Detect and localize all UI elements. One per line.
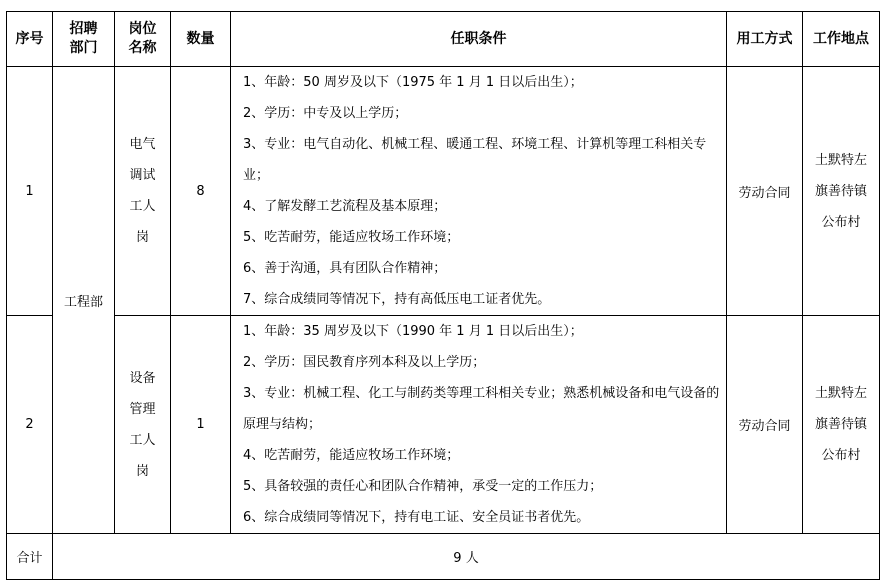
requirements-cell xyxy=(231,316,727,534)
header-location: 工作地点 xyxy=(803,12,880,67)
requirement-item: 4、了解发酵工艺流程及基本原理； xyxy=(243,199,447,214)
post-cell xyxy=(115,67,171,316)
department-cell: 工程部 xyxy=(53,67,115,534)
recruitment-table xyxy=(6,11,880,580)
requirement-item: 4、吃苦耐劳，能适应牧场工作环境； xyxy=(243,448,460,463)
requirement-item: 5、吃苦耐劳，能适应牧场工作环境； xyxy=(243,230,460,245)
location-cell xyxy=(803,67,880,316)
total-row xyxy=(7,534,880,580)
post-cell xyxy=(115,316,171,534)
location-cell xyxy=(803,316,880,534)
location-text: 土默特左旗善待镇公布村 xyxy=(814,386,867,463)
header-count: 数量 xyxy=(171,12,231,67)
header-row xyxy=(7,12,880,67)
header-department-line1: 招聘 xyxy=(69,21,98,37)
employment-cell: 劳动合同 xyxy=(727,67,803,316)
header-department xyxy=(53,12,115,67)
requirements-cell xyxy=(231,67,727,316)
header-post xyxy=(115,12,171,67)
requirement-item: 2、学历：国民教育序列本科及以上学历； xyxy=(243,355,486,370)
requirement-item: 5、具备较强的责任心和团队合作精神，承受一定的工作压力； xyxy=(243,479,603,494)
requirement-item: 2、学历：中专及以上学历； xyxy=(243,106,408,121)
total-value: 9 人 xyxy=(53,534,880,580)
requirement-item: 6、综合成绩同等情况下，持有电工证、安全员证书者优先。 xyxy=(243,510,590,525)
total-label: 合计 xyxy=(7,534,53,580)
row-seq: 1 xyxy=(7,67,53,316)
requirement-item: 3、专业：机械工程、化工与制药类等理工科相关专业；熟悉机械设备和电气设备的原理与结构； xyxy=(243,386,720,432)
count-cell: 8 xyxy=(171,67,231,316)
table-row xyxy=(7,67,880,316)
requirement-item: 1、年龄：50 周岁及以下（1975 年 1 月 1 日以后出生）； xyxy=(243,75,583,90)
employment-cell: 劳动合同 xyxy=(727,316,803,534)
header-post-line2: 名称 xyxy=(128,40,157,56)
post-name: 电气调试工人岗 xyxy=(129,137,156,245)
post-name: 设备管理工人岗 xyxy=(129,370,156,479)
requirement-item: 3、专业：电气自动化、机械工程、暖通工程、环境工程、计算机等理工科相关专业； xyxy=(243,137,707,183)
header-employment: 用工方式 xyxy=(727,12,803,67)
requirement-item: 6、善于沟通，具有团队合作精神； xyxy=(243,261,447,276)
header-seq: 序号 xyxy=(7,12,53,67)
header-department-line2: 部门 xyxy=(69,40,98,56)
header-post-line1: 岗位 xyxy=(128,21,157,37)
row-seq: 2 xyxy=(7,316,53,534)
header-requirements: 任职条件 xyxy=(231,12,727,67)
location-text: 土默特左旗善待镇公布村 xyxy=(814,152,867,230)
count-cell: 1 xyxy=(171,316,231,534)
table-row xyxy=(7,316,880,534)
requirement-item: 1、年龄：35 周岁及以下（1990 年 1 月 1 日以后出生）； xyxy=(243,324,583,339)
requirement-item: 7、综合成绩同等情况下，持有高低压电工证者优先。 xyxy=(243,292,551,307)
